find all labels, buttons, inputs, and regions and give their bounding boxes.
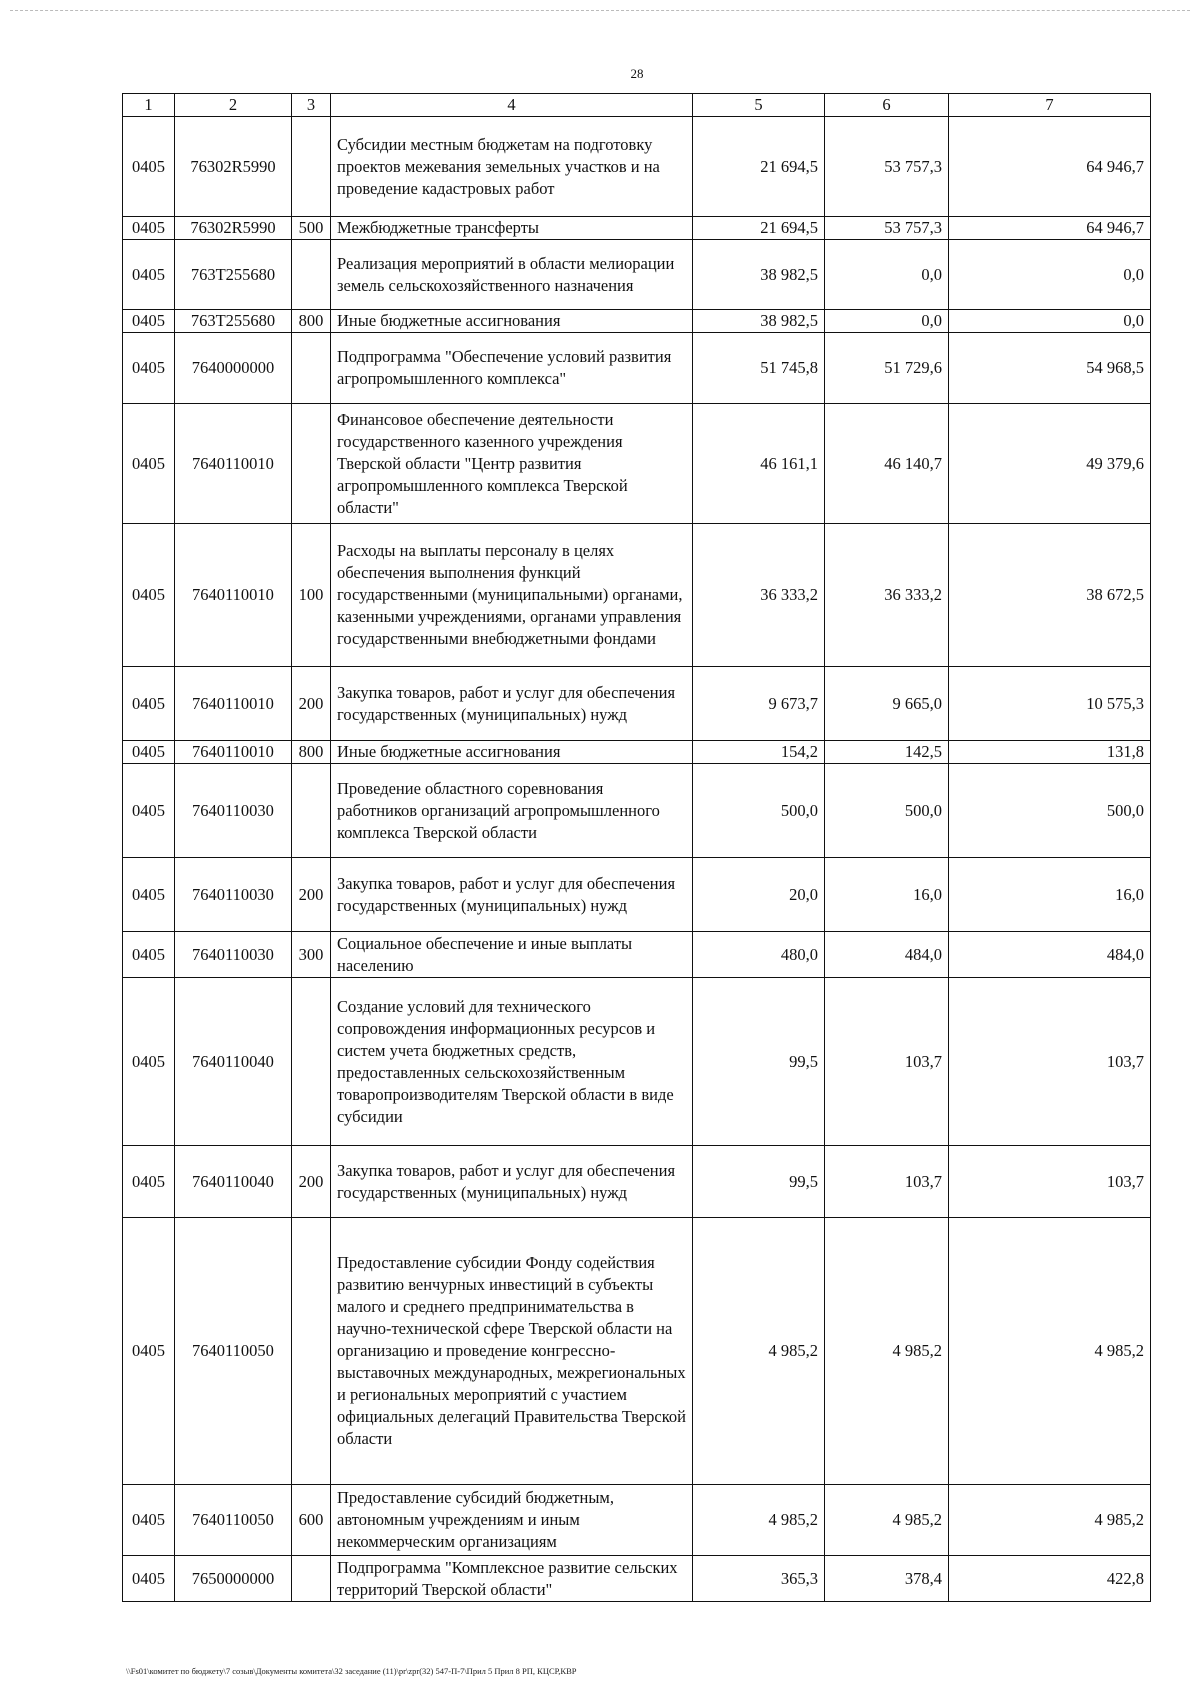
amount-col5: 21 694,5: [693, 217, 825, 240]
expense-type-code: [292, 1218, 331, 1485]
amount-col7: 64 946,7: [949, 117, 1151, 217]
expense-type-code: [292, 117, 331, 217]
target-article-code: 7640110010: [175, 667, 292, 741]
target-article-code: 7640110030: [175, 764, 292, 858]
amount-col7: 0,0: [949, 310, 1151, 333]
amount-col5: 21 694,5: [693, 117, 825, 217]
table-row: [123, 932, 1151, 978]
amount-col6: 51 729,6: [825, 333, 949, 404]
amount-col5: 99,5: [693, 1146, 825, 1218]
table-row: [123, 764, 1151, 858]
table-row: [123, 310, 1151, 333]
section-code: 0405: [123, 333, 175, 404]
amount-col5: 36 333,2: [693, 524, 825, 667]
amount-col6: 46 140,7: [825, 404, 949, 524]
section-code: 0405: [123, 741, 175, 764]
table-row: [123, 667, 1151, 741]
amount-col6: 500,0: [825, 764, 949, 858]
column-header: 2: [175, 94, 292, 117]
target-article-code: 76302R5990: [175, 117, 292, 217]
amount-col6: 16,0: [825, 858, 949, 932]
target-article-code: 763T255680: [175, 240, 292, 310]
table-row: [123, 1485, 1151, 1556]
target-article-code: 7650000000: [175, 1556, 292, 1602]
amount-col7: 4 985,2: [949, 1485, 1151, 1556]
expense-type-code: [292, 404, 331, 524]
target-article-code: 7640110030: [175, 932, 292, 978]
expense-type-code: [292, 978, 331, 1146]
amount-col7: 484,0: [949, 932, 1151, 978]
table-row: [123, 217, 1151, 240]
section-code: 0405: [123, 932, 175, 978]
amount-col5: 365,3: [693, 1556, 825, 1602]
item-name: Реализация мероприятий в области мелиорации земель сельскохозяйственного назначения: [331, 240, 693, 310]
table-row: [123, 741, 1151, 764]
amount-col7: 0,0: [949, 240, 1151, 310]
expense-type-code: 200: [292, 1146, 331, 1218]
section-code: 0405: [123, 240, 175, 310]
expense-type-code: [292, 240, 331, 310]
section-code: 0405: [123, 1485, 175, 1556]
amount-col6: 378,4: [825, 1556, 949, 1602]
amount-col5: 9 673,7: [693, 667, 825, 741]
item-name: Подпрограмма "Обеспечение условий развития агропромышленного комплекса": [331, 333, 693, 404]
amount-col7: 103,7: [949, 1146, 1151, 1218]
item-name: Закупка товаров, работ и услуг для обеспечения государственных (муниципальных) нужд: [331, 667, 693, 741]
amount-col7: 16,0: [949, 858, 1151, 932]
target-article-code: 763T255680: [175, 310, 292, 333]
amount-col6: 484,0: [825, 932, 949, 978]
file-path-footer: \\Fs01\комитет по бюджету\7 созыв\Документы комитета\32 заседание (11)\pr\zpr(32) 547-П-7\Прил 5 Прил 8 РП, КЦСР,КВР: [126, 1666, 577, 1676]
amount-col7: 10 575,3: [949, 667, 1151, 741]
amount-col6: 0,0: [825, 310, 949, 333]
amount-col7: 103,7: [949, 978, 1151, 1146]
target-article-code: 7640000000: [175, 333, 292, 404]
item-name: Иные бюджетные ассигнования: [331, 741, 693, 764]
amount-col5: 154,2: [693, 741, 825, 764]
amount-col6: 103,7: [825, 978, 949, 1146]
item-name: Расходы на выплаты персоналу в целях обеспечения выполнения функций государственными (муниципальными) органами, казенными учреждениями, органами управления государственными внебюджетными фондами: [331, 524, 693, 667]
table-row: [123, 240, 1151, 310]
expense-type-code: 100: [292, 524, 331, 667]
amount-col5: 500,0: [693, 764, 825, 858]
target-article-code: 7640110030: [175, 858, 292, 932]
section-code: 0405: [123, 1218, 175, 1485]
amount-col7: 54 968,5: [949, 333, 1151, 404]
section-code: 0405: [123, 310, 175, 333]
column-number-row: [123, 94, 1151, 117]
target-article-code: 7640110010: [175, 524, 292, 667]
item-name: Финансовое обеспечение деятельности государственного казенного учреждения Тверской области "Центр развития агропромышленного комплекса Тверской области": [331, 404, 693, 524]
amount-col7: 38 672,5: [949, 524, 1151, 667]
target-article-code: 7640110050: [175, 1485, 292, 1556]
table-row: [123, 117, 1151, 217]
section-code: 0405: [123, 217, 175, 240]
target-article-code: 7640110040: [175, 1146, 292, 1218]
expense-type-code: 800: [292, 310, 331, 333]
table-row: [123, 978, 1151, 1146]
expense-type-code: [292, 764, 331, 858]
item-name: Межбюджетные трансферты: [331, 217, 693, 240]
expense-type-code: 200: [292, 667, 331, 741]
section-code: 0405: [123, 404, 175, 524]
section-code: 0405: [123, 1556, 175, 1602]
item-name: Создание условий для технического сопровождения информационных ресурсов и систем учета бюджетных средств, предоставленных сельскохозяйственным товаропроизводителям Тверской области в виде субсидии: [331, 978, 693, 1146]
scan-top-border: [10, 10, 1190, 12]
table-row: [123, 858, 1151, 932]
table-row: [123, 404, 1151, 524]
table-row: [123, 1556, 1151, 1602]
table-row: [123, 333, 1151, 404]
target-article-code: 7640110040: [175, 978, 292, 1146]
amount-col5: 38 982,5: [693, 310, 825, 333]
column-header: 3: [292, 94, 331, 117]
amount-col6: 53 757,3: [825, 117, 949, 217]
target-article-code: 7640110010: [175, 741, 292, 764]
amount-col5: 99,5: [693, 978, 825, 1146]
table-row: [123, 1146, 1151, 1218]
item-name: Субсидии местным бюджетам на подготовку проектов межевания земельных участков и на проведение кадастровых работ: [331, 117, 693, 217]
column-header: 6: [825, 94, 949, 117]
amount-col5: 480,0: [693, 932, 825, 978]
item-name: Предоставление субсидии Фонду содействия развитию венчурных инвестиций в субъекты малого и среднего предпринимательства в научно-технической сфере Тверской области на организацию и проведение конгрессно-выставочных международных, межрегиональных и региональных мероприятий с участием официальных делегаций Правительства Тверской области: [331, 1218, 693, 1485]
amount-col5: 51 745,8: [693, 333, 825, 404]
target-article-code: 7640110010: [175, 404, 292, 524]
amount-col7: 422,8: [949, 1556, 1151, 1602]
column-header: 4: [331, 94, 693, 117]
item-name: Предоставление субсидий бюджетным, автономным учреждениям и иным некоммерческим организациям: [331, 1485, 693, 1556]
target-article-code: 76302R5990: [175, 217, 292, 240]
section-code: 0405: [123, 524, 175, 667]
expense-type-code: 600: [292, 1485, 331, 1556]
amount-col7: 49 379,6: [949, 404, 1151, 524]
table-row: [123, 1218, 1151, 1485]
section-code: 0405: [123, 978, 175, 1146]
target-article-code: 7640110050: [175, 1218, 292, 1485]
expense-type-code: 800: [292, 741, 331, 764]
section-code: 0405: [123, 764, 175, 858]
column-header: 7: [949, 94, 1151, 117]
amount-col5: 20,0: [693, 858, 825, 932]
section-code: 0405: [123, 117, 175, 217]
column-header: 5: [693, 94, 825, 117]
amount-col7: 4 985,2: [949, 1218, 1151, 1485]
item-name: Социальное обеспечение и иные выплаты населению: [331, 932, 693, 978]
expense-type-code: 200: [292, 858, 331, 932]
amount-col7: 500,0: [949, 764, 1151, 858]
item-name: Закупка товаров, работ и услуг для обеспечения государственных (муниципальных) нужд: [331, 1146, 693, 1218]
section-code: 0405: [123, 1146, 175, 1218]
amount-col5: 46 161,1: [693, 404, 825, 524]
column-header: 1: [123, 94, 175, 117]
expense-type-code: 300: [292, 932, 331, 978]
amount-col6: 53 757,3: [825, 217, 949, 240]
amount-col5: 38 982,5: [693, 240, 825, 310]
expense-type-code: [292, 1556, 331, 1602]
amount-col7: 64 946,7: [949, 217, 1151, 240]
item-name: Проведение областного соревнования работников организаций агропромышленного комплекса Тверской области: [331, 764, 693, 858]
section-code: 0405: [123, 858, 175, 932]
amount-col6: 103,7: [825, 1146, 949, 1218]
amount-col6: 9 665,0: [825, 667, 949, 741]
item-name: Подпрограмма "Комплексное развитие сельских территорий Тверской области": [331, 1556, 693, 1602]
amount-col7: 131,8: [949, 741, 1151, 764]
budget-table: [122, 93, 1151, 1602]
section-code: 0405: [123, 667, 175, 741]
amount-col6: 36 333,2: [825, 524, 949, 667]
amount-col5: 4 985,2: [693, 1485, 825, 1556]
amount-col5: 4 985,2: [693, 1218, 825, 1485]
item-name: Закупка товаров, работ и услуг для обеспечения государственных (муниципальных) нужд: [331, 858, 693, 932]
page-number: 28: [630, 66, 644, 81]
expense-type-code: 500: [292, 217, 331, 240]
item-name: Иные бюджетные ассигнования: [331, 310, 693, 333]
table-row: [123, 524, 1151, 667]
expense-type-code: [292, 333, 331, 404]
amount-col6: 4 985,2: [825, 1218, 949, 1485]
amount-col6: 0,0: [825, 240, 949, 310]
amount-col6: 4 985,2: [825, 1485, 949, 1556]
amount-col6: 142,5: [825, 741, 949, 764]
